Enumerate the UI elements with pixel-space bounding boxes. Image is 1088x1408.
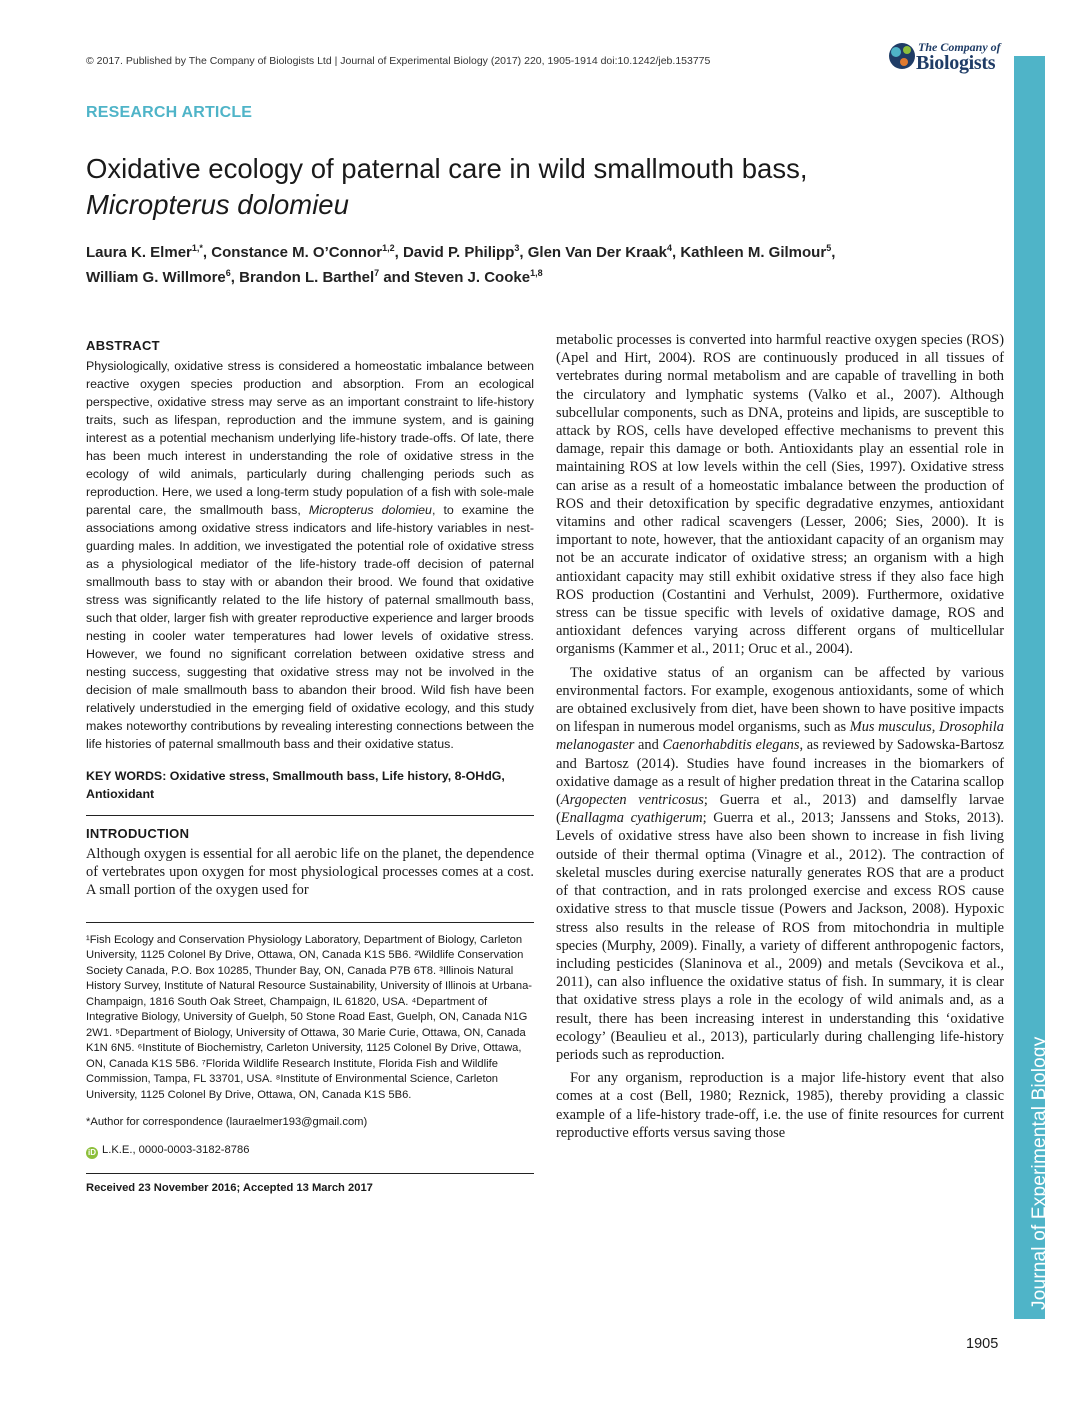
citation-header: © 2017. Published by The Company of Biologists Ltd | Journal of Experimental Biology (2017) 220, 1905-1914 doi:10.1242/jeb.153775 <box>86 55 711 67</box>
title-species: Micropterus dolomieu <box>86 189 349 220</box>
corresponding-author-marker: * <box>199 243 203 253</box>
author-affiliation-marker: 7 <box>374 268 380 278</box>
body-paragraph-3: For any organism, reproduction is a major life-history event that also comes at a cost (Bell, 1980; Reznick, 1985), thereby providing a classic example of a life-history trade-off, i.e. the use of finite resources for current reproductive efforts versus saving those <box>556 1070 1004 1141</box>
author-separator: , <box>230 269 240 286</box>
author-separator: , <box>394 244 403 261</box>
affiliations: ¹Fish Ecology and Conservation Physiology Laboratory, Department of Biology, Carleton University, 1125 Colonel By Drive, Ottawa, ON, Canada K1S 5B6. ²Wildlife Conservation Society Canada, P.O. Box 10285, Thunder Bay, ON, Canada P7B 6T8. ³Illinois Natural History Survey, Institute of Natural Resource Sustainability, University of Illinois at Urbana-Champaign, 1816 South Oak Street, Champaign, IL 61820, USA. ⁴Department of Integrative Biology, University of Guelph, 50 Stone Road East, Guelph, ON, Canada N1G 2W1. ⁵Department of Biology, University of Ottawa, 30 Marie Curie, Ottawa, ON, Canada K1N 6N5. ⁶Institute of Biochemistry, Carleton University, 1125 Colonel By Drive, Ottawa, ON, Canada K1S 5B6. ⁷Florida Wildlife Research Institute, Florida Fish and Wildlife Commission, Tampa, FL 33701, USA. ⁸Institute of Environmental Science, Carleton University, 1125 Colonel By Drive, Ottawa, ON, Canada K1S 5B6. <box>86 933 533 1101</box>
author-separator: , <box>519 244 528 261</box>
intro-paragraph: Although oxygen is essential for all aerobic life on the planet, the dependence of vertebrates upon oxygen for most physiological processes comes at a cost. A small portion of the oxygen used for <box>86 846 534 899</box>
author-name: Brandon L. Barthel <box>239 269 375 286</box>
journal-sidebar-title: Journal of Experimental Biology <box>1029 1036 1050 1310</box>
author-separator: , <box>831 244 836 261</box>
title-main: Oxidative ecology of paternal care in wild smallmouth bass, <box>86 153 808 184</box>
author-affiliation-marker: 5 <box>826 243 832 253</box>
author-affiliation-marker: 6 <box>225 268 231 278</box>
author-name: Laura K. Elmer <box>86 244 192 261</box>
author-affiliation-marker: 1,2 <box>382 243 395 253</box>
author-name: Steven J. Cooke <box>414 269 531 286</box>
body-paragraph-1: metabolic processes is converted into harmful reactive oxygen species (ROS) (Apel and Hirt, 2004). ROS are continuously produced in all tissues of vertebrates during normal metabolism and are capable of travelling in both the circulatory and lymphatic systems (Valko et al., 2007). Although subcellular components, such as DNA, proteins and lipids, are susceptible to attack by ROS, cells have developed effective mechanisms to prevent this damage, repair this damage or both. Antioxidants play an essential role in maintaining ROS at low levels within the cell (Sies, 1997). Oxidative stress can arise as a result of a homeostatic imbalance between the production of ROS and their detoxification by specific degradative enzymes, antioxidant vitamins and other radical scavengers (Lesser, 2006; Sies, 2000). It is important to note, however, that the antioxidant capacity of an organism may not be an accurate indicator of oxidative stress; an organism with a high antioxidant capacity may still exhibit oxidative stress if they also face high ROS production (Costantini and Verhulst, 2009). Furthermore, oxidative stress can be tissue specific with levels of oxidative damage, ROS and antioxidant defences varying across different organs of multicellular organisms (Kammer et al., 2011; Oruc et al., 2004). <box>556 332 1004 658</box>
correspondence: *Author for correspondence (lauraelmer193@gmail.com) <box>86 1116 368 1129</box>
abstract-heading: ABSTRACT <box>86 338 160 353</box>
logo-text-bottom: Biologists <box>916 52 996 74</box>
abstract-text: Physiologically, oxidative stress is considered a homeostatic imbalance between reactive oxygen species production and absorption. From an ecological perspective, oxidative stress may serve as an important constraint to life-history traits, such as lifespan, reproduction and the immune system, and is gaining interest as a potential mechanism underlying life-history trade-offs. Of late, there has been much interest in understanding the role of oxidative stress in the ecology of wild animals, particularly during challenging periods such as reproduction. Here, we used a long-term study population of a fish with sole-male parental care, the smallmouth bass, Micropterus dolomieu, to examine the associations among oxidative stress indicators and life-history variables in nest-guarding males. In addition, we investigated the potential role of oxidative stress as a physiological mediator of the life-history trade-off decision of paternal smallmouth bass to stay with or abandon their brood. We found that oxidative stress was significantly related to the life history of paternal smallmouth bass, such that older, larger fish with greater reproductive experience and larger broods nesting in cooler water temperatures had lower levels of oxidative stress. However, we found no significant correlation between oxidative stress and nesting success, suggesting that oxidative stress may not be involved in the decision of male smallmouth bass to abandon their brood. Wild fish have been relatively understudied in the emerging field of oxidative ecology, and this study makes noteworthy contributions by revealing interesting connections between the life histories of paternal smallmouth bass and their oxidative status. <box>86 359 534 751</box>
orcid-icon: iD <box>88 1147 96 1157</box>
author-name: William G. Willmore <box>86 269 226 286</box>
body-paragraph-2: The oxidative status of an organism can be affected by various environmental factors. For example, exogenous antioxidants, some of which are obtained exclusively from diet, have been shown to have positive impacts on lifespan in numerous model organisms, such as Mus musculus, Drosophila melanogaster and Caenorhabditis elegans, as reviewed by Sadowska-Bartosz and Bartosz (2014). Studies have found increases in the biomarkers of oxidative damage as a result of higher predation threat in the Catarina scallop (Argopecten ventricosus; Guerra et al., 2013) and damselfly larvae (Enallagma cyathigerum; Guerra et al., 2013; Janssens and Stoks, 2013). Levels of oxidative stress have also been shown to increase in fish living outside of their thermal optima (Vinagre et al., 2012). The contraction of skeletal muscles during exercise naturally generates ROS that are a product of that contraction, and in rats prolonged exercise and excess ROS cause oxidative stress to that muscle tissue (Powers and Jackson, 2008). Hypoxic stress also results in the release of ROS from mitochondria in multiple species (Murphy, 2009). Finally, a variety of different anthropogenic factors, including pesticides (Slaninova et al., 2009) and metals (Sevcikova et al., 2011), can also influence the oxidative status of fish. In summary, it is clear that oxidative stress plays a role in the ecology of wild animals and, as a result, there has been increasing interest in understanding this ‘oxidative ecology’ (Beaulieu et al., 2013), particularly during challenging life-history periods such as reproduction. <box>556 664 1005 1063</box>
received-divider <box>86 1173 534 1174</box>
left-column <box>86 338 534 1194</box>
author-name: David P. Philipp <box>402 244 515 261</box>
author-affiliation-marker: 3 <box>514 243 520 253</box>
logo-text-top: The Company of <box>918 40 1001 54</box>
page-number: 1905 <box>966 1336 999 1352</box>
article-title <box>86 151 1006 223</box>
author-separator: , <box>671 244 681 261</box>
author-separator: , <box>202 244 212 261</box>
introduction-heading: INTRODUCTION <box>86 826 190 841</box>
author-name: Glen Van Der Kraak <box>527 244 667 261</box>
keywords: KEY WORDS: Oxidative stress, Smallmouth bass, Life history, 8-OHdG, Antioxidant <box>86 769 505 801</box>
section-divider <box>86 815 534 816</box>
author-separator: and <box>379 269 415 286</box>
publisher-logo-icon <box>884 38 920 74</box>
author-affiliation-marker: 1, <box>191 243 200 253</box>
publisher-logo <box>884 38 1034 76</box>
received-dates: Received 23 November 2016; Accepted 13 March 2017 <box>86 1181 373 1194</box>
article-type-label: RESEARCH ARTICLE <box>86 104 253 121</box>
footnote-divider <box>86 922 534 923</box>
author-name: Constance M. O’Connor <box>211 244 383 261</box>
author-name: Kathleen M. Gilmour <box>680 244 827 261</box>
orcid-line: iD L.K.E., 0000-0003-3182-8786 <box>88 1143 250 1157</box>
author-affiliation-marker: 1,8 <box>530 268 543 278</box>
right-column <box>556 331 1004 1142</box>
author-list <box>86 238 1016 288</box>
author-affiliation-marker: 4 <box>666 243 672 253</box>
